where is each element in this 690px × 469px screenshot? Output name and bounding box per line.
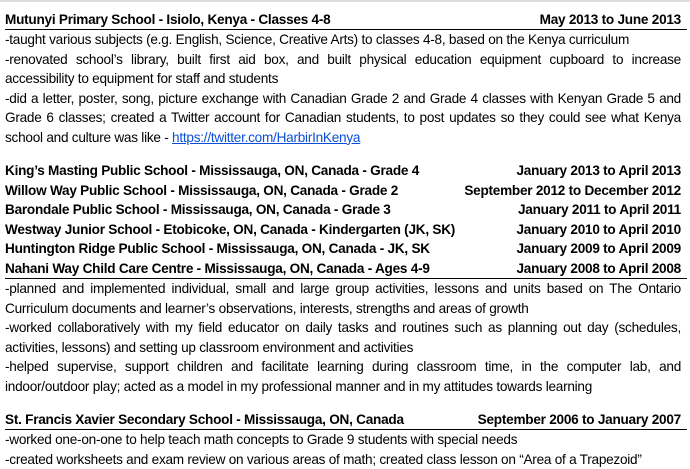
experience-entry-mutunyi <box>5 10 687 147</box>
date-range: January 2010 to April 2010 <box>516 220 681 240</box>
entry-header <box>5 10 687 30</box>
entry-header <box>5 161 687 181</box>
bullet-item: -worked collaboratively with my field educator on daily tasks and routines such as planning out day (schedules, activities, lessons) and setting up classroom environment and activities <box>5 318 687 357</box>
date-range: January 2008 to April 2008 <box>516 259 681 279</box>
resume-experience-document <box>5 10 687 469</box>
school-name: King’s Masting Public School - Mississauga, ON, Canada - Grade 4 <box>5 161 419 181</box>
school-name: St. Francis Xavier Secondary School - Mississauga, ON, Canada <box>5 410 404 429</box>
date-range: September 2012 to December 2012 <box>464 181 681 201</box>
entry-header <box>5 259 687 280</box>
page-top-divider <box>0 0 690 2</box>
bullet-list <box>5 30 687 147</box>
bullet-item: -taught various subjects (e.g. English, Science, Creative Arts) to classes 4-8, based on the Kenya curriculum <box>5 30 687 50</box>
placement-headers <box>5 161 687 279</box>
date-range: September 2006 to January 2007 <box>478 410 681 429</box>
bullet-item <box>5 89 687 148</box>
entry-header <box>5 220 687 240</box>
school-name: Barondale Public School - Mississauga, ON, Canada - Grade 3 <box>5 200 391 220</box>
date-range: January 2013 to April 2013 <box>516 161 681 181</box>
entry-header <box>5 410 687 430</box>
section-spacer <box>5 396 687 410</box>
date-range: May 2013 to June 2013 <box>540 10 681 29</box>
school-name: Westway Junior School - Etobicoke, ON, Canada - Kindergarten (JK, SK) <box>5 220 455 240</box>
bullet-text: -did a letter, poster, song, picture exchange with Canadian Grade 2 and Grade 4 classes with Kenyan Grade 5 and Grade 6 classes; created a Twitter account for Canadian students, to post updates so they could see what Kenya school and culture was like - <box>5 91 681 145</box>
entry-header <box>5 200 687 220</box>
twitter-link[interactable]: https://twitter.com/HarbirInKenya <box>172 130 360 145</box>
school-name: Mutunyi Primary School - Isiolo, Kenya - Classes 4-8 <box>5 10 330 29</box>
section-spacer <box>5 147 687 161</box>
bullet-list <box>5 430 687 469</box>
entry-header <box>5 239 687 259</box>
entry-header <box>5 181 687 201</box>
bullet-item: -worked one-on-one to help teach math concepts to Grade 9 students with special needs <box>5 430 687 450</box>
date-range: January 2009 to April 2009 <box>516 239 681 259</box>
bullet-item: -planned and implemented individual, small and large group activities, lessons and units based on The Ontario Curriculum documents and learner’s observations, interests, strengths and areas of growth <box>5 279 687 318</box>
bullet-item: -helped supervise, support children and facilitate learning during classroom time, in the computer lab, and indoor/outdoor play; acted as a model in my professional manner and in my attitudes towards learning <box>5 357 687 396</box>
school-name: Huntington Ridge Public School - Mississauga, ON, Canada - JK, SK <box>5 239 430 259</box>
bullet-item: -renovated school’s library, built first aid box, and built physical education equipment cupboard to increase accessibility to equipment for staff and students <box>5 50 687 89</box>
bullet-item: -created worksheets and exam review on various areas of math; created class lesson on “Area of a Trapezoid” <box>5 450 687 469</box>
school-name: Willow Way Public School - Mississauga, ON, Canada - Grade 2 <box>5 181 398 201</box>
school-name: Nahani Way Child Care Centre - Mississauga, ON, Canada - Ages 4-9 <box>5 259 430 279</box>
experience-entry-ontario-placements <box>5 161 687 396</box>
date-range: January 2011 to April 2011 <box>518 200 681 220</box>
bullet-list <box>5 279 687 396</box>
